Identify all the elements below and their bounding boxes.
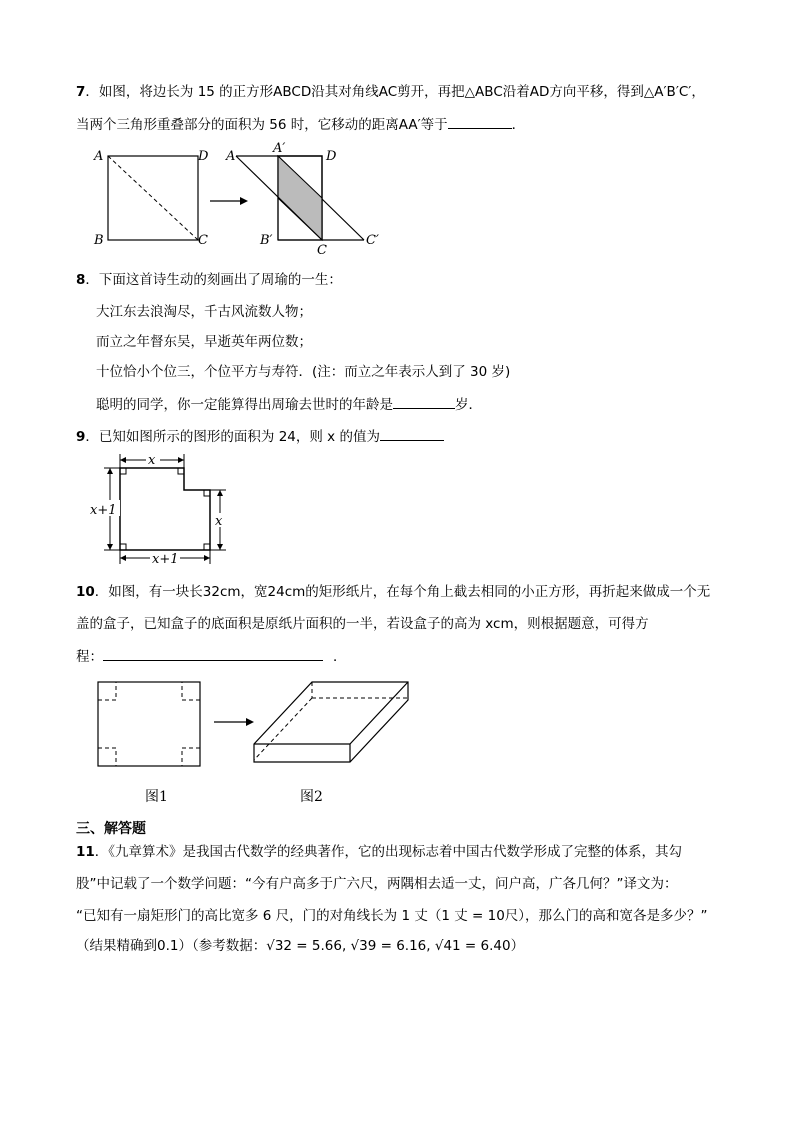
box-edge — [350, 682, 408, 744]
poem-line-1: 大江东去浪淘尽，千古风流数人物； — [96, 304, 312, 320]
q9-line1 — [76, 426, 444, 447]
corner-square — [182, 748, 200, 766]
poem-line-2: 而立之年督东吴，早逝英年两位数； — [96, 334, 312, 350]
label-x-top: x — [148, 453, 156, 468]
corner-square — [98, 748, 116, 766]
q10-line1 — [76, 582, 710, 602]
label-x-plus-1-left: x+1 — [90, 503, 117, 518]
box-outline — [254, 682, 408, 762]
q7-text-2: 当两个三角形重叠部分的面积为 56 时，它移动的距离AA′等于 — [76, 117, 448, 133]
label-D2: D — [326, 149, 337, 164]
paper-rect — [98, 682, 200, 766]
question-number: 10 — [76, 584, 95, 600]
l-shape — [120, 468, 210, 550]
overlap-region — [278, 156, 322, 240]
answer-blank[interactable] — [380, 426, 444, 441]
label-B-prime: B′ — [260, 233, 273, 248]
figure-2-caption: 图2 — [300, 789, 323, 805]
q10-end: ． — [333, 649, 347, 665]
q10-figures — [96, 678, 436, 778]
q7-line1 — [76, 82, 705, 102]
diagonal-ac — [108, 156, 198, 240]
right-angle-mark — [204, 490, 210, 496]
q8-text-5: 聪明的同学，你一定能算得出周瑜去世时的年龄是 — [96, 397, 393, 413]
q10-line3 — [76, 646, 347, 667]
arrowhead-icon — [240, 197, 248, 205]
question-number: 9 — [76, 429, 86, 445]
label-A2: A — [226, 149, 236, 164]
corner-square — [98, 682, 116, 700]
q11-line3: “已知有一扇矩形门的高比宽多 6 尺，门的对角线长为 1 丈（1 丈 = 10尺），那么门的高和宽各是多少？” — [76, 908, 708, 924]
right-angle-mark — [204, 544, 210, 550]
label-C2: C — [317, 243, 327, 258]
label-x-right: x — [215, 514, 223, 529]
label-C: C — [198, 233, 208, 248]
q10-text-3: 程： — [76, 649, 103, 665]
q7-end: ． — [511, 117, 526, 133]
answer-blank[interactable] — [393, 394, 455, 409]
answer-blank[interactable] — [103, 646, 323, 661]
right-angle-mark — [178, 468, 184, 474]
hidden-edge — [254, 698, 312, 760]
q11-line2: 股”中记载了一个数学问题：“今有户高多于广六尺，两隅相去适一丈，问户高，广各几何？”译文为： — [76, 876, 678, 892]
q10-text-1: ．如图，有一块长32cm，宽24cm的矩形纸片，在每个角上截去相同的小正方形，再折起来做成一个无 — [94, 584, 711, 600]
figure-1-caption: 图1 — [145, 789, 168, 805]
right-angle-mark — [120, 544, 126, 550]
label-C-prime: C′ — [366, 233, 379, 248]
label-A-prime: A′ — [273, 141, 286, 156]
label-D: D — [198, 149, 209, 164]
square-abcd — [108, 156, 198, 240]
corner-square — [182, 682, 200, 700]
question-number: 11 — [76, 844, 95, 860]
q8-line5 — [96, 394, 482, 415]
q8-text-1: ．下面这首诗生动的刻画出了周瑜的一生： — [85, 272, 342, 288]
q11-line4: （结果精确到0.1）（参考数据：√32 = 5.66, √39 = 6.16, √41 = 6.40） — [76, 938, 525, 954]
q8-line1 — [76, 270, 342, 290]
label-B: B — [94, 233, 104, 248]
arrowhead-icon — [246, 718, 254, 726]
question-number: 8 — [76, 272, 86, 288]
q7-line2 — [76, 114, 525, 135]
q9-figure — [88, 450, 248, 570]
answer-blank[interactable] — [448, 114, 512, 129]
poem-line-3: 十位恰小个位三，个位平方与寿符．(注：而立之年表示人到了 30 岁) — [96, 364, 511, 380]
q7-figure — [88, 141, 408, 258]
q11-text-1: ．《九章算术》是我国古代数学的经典著作，它的出现标志着中国古代数学形成了完整的体系，其勾 — [94, 844, 683, 860]
q11-line1 — [76, 842, 682, 862]
q7-text-1: ．如图，将边长为 15 的正方形ABCD沿其对角线AC剪开，再把△ABC沿着AD方向平移，得到△A′B′C′， — [85, 84, 705, 100]
q9-text-1: ．已知如图所示的图形的面积为 24，则 x 的值为 — [85, 429, 380, 445]
right-angle-mark — [120, 468, 126, 474]
label-A: A — [94, 149, 104, 164]
label-x-plus-1-bottom: x+1 — [152, 552, 179, 567]
q10-line2: 盖的盒子，已知盒子的底面积是原纸片面积的一半，若设盒子的高为 xcm，则根据题意，可得方 — [76, 616, 649, 632]
section-heading: 三、解答题 — [76, 821, 146, 837]
question-number: 7 — [76, 84, 86, 100]
q8-end: 岁． — [455, 397, 482, 413]
